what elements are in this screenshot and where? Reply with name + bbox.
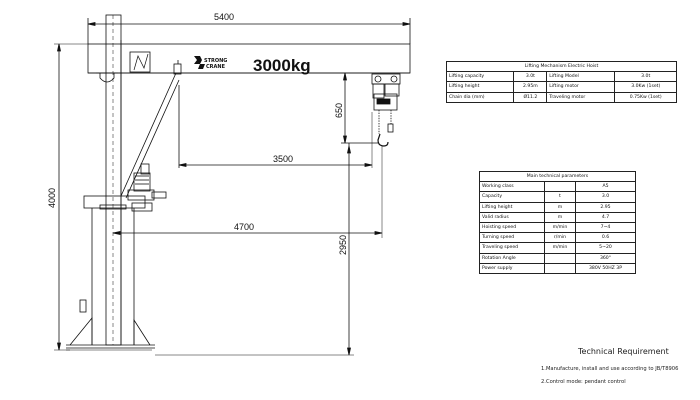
table-row	[447, 82, 677, 92]
hoist-table-title: Lifting Mechanism Electric Hoist	[447, 62, 677, 72]
param-value: 5~20	[575, 243, 635, 253]
total-height-dimension	[54, 44, 88, 350]
hoist-key: Lifting Model	[547, 72, 615, 82]
table-row	[447, 72, 677, 82]
hoist-key: Lifting capacity	[447, 72, 514, 82]
param-unit: m	[544, 202, 575, 212]
param-value: 2.95	[575, 202, 635, 212]
param-unit: m	[544, 212, 575, 222]
param-value: 380V 50HZ 3P	[575, 263, 635, 273]
param-value: 0.6	[575, 233, 635, 243]
table-row	[480, 192, 636, 202]
table-row	[480, 182, 636, 192]
hoist-key: Traveling motor	[547, 92, 615, 102]
dim-radius-outer: 4700	[234, 222, 255, 232]
dim-lift-height: 2950	[338, 234, 348, 255]
table-row	[447, 92, 677, 102]
dim-radius-inner: 3500	[273, 154, 294, 164]
table-row	[480, 212, 636, 222]
param-unit	[544, 182, 575, 192]
brand-name: STRONG	[204, 58, 228, 64]
table-row	[480, 233, 636, 243]
param-name: Working class	[480, 182, 545, 192]
table-row	[480, 202, 636, 212]
hoist-key: Chain dia (mm)	[447, 92, 514, 102]
param-unit: t	[544, 192, 575, 202]
table-row	[480, 253, 636, 263]
main-table-title: Main technical parameters	[480, 172, 636, 182]
electric-hoist	[372, 74, 400, 146]
param-name: Capacity	[480, 192, 545, 202]
param-value: 7~4	[575, 222, 635, 232]
brand-sub: CRANE	[206, 64, 225, 70]
hoist-value: 3.0t	[615, 72, 677, 82]
hoist-value: 3.0t	[514, 72, 547, 82]
hoist-value: 2.95m	[514, 82, 547, 92]
dim-hook-drop: 650	[334, 102, 344, 118]
hoist-value: 3.0Kw (1set)	[615, 82, 677, 92]
param-name: Hoisting speed	[480, 222, 545, 232]
main-parameters-table	[479, 171, 636, 274]
requirements-title: Technical Requirement	[578, 347, 669, 356]
hook-drop-dimension	[341, 73, 378, 143]
table-row	[480, 222, 636, 232]
base-plate	[66, 300, 155, 350]
requirement-item: 1.Manufacture, install and use according to JB/T8906	[541, 366, 679, 372]
capacity-label: 3000kg	[253, 56, 311, 75]
param-unit	[544, 263, 575, 273]
table-row	[480, 263, 636, 273]
brand-logo	[194, 56, 227, 70]
hoist-value: 0.75Kw (1set)	[615, 92, 677, 102]
hoist-key: Lifting height	[447, 82, 514, 92]
dim-height-total: 4000	[47, 187, 57, 208]
param-value: A5	[575, 182, 635, 192]
param-value: 360°	[575, 253, 635, 263]
hoist-spec-table	[446, 61, 677, 103]
param-name: Turning speed	[480, 233, 545, 243]
jib-boom	[88, 44, 410, 82]
table-row	[480, 243, 636, 253]
param-unit: m/min	[544, 243, 575, 253]
param-name: Traveling speed	[480, 243, 545, 253]
dim-span: 5400	[214, 12, 235, 22]
param-name: Valid radius	[480, 212, 545, 222]
param-unit: r/min	[544, 233, 575, 243]
param-name: Lifting height	[480, 202, 545, 212]
slewing-gearmotor	[128, 164, 166, 211]
param-name: Rotation Angle	[480, 253, 545, 263]
hoist-key: Lifting motor	[547, 82, 615, 92]
param-value: 3.0	[575, 192, 635, 202]
span-dimension	[88, 18, 410, 44]
requirement-item: 2.Control mode: pendant control	[541, 379, 626, 385]
hoist-value: Ø11.2	[514, 92, 547, 102]
param-unit	[544, 253, 575, 263]
param-name: Power supply	[480, 263, 545, 273]
param-unit: m/min	[544, 222, 575, 232]
lift-height-dimension	[155, 143, 354, 355]
param-value: 4.7	[575, 212, 635, 222]
